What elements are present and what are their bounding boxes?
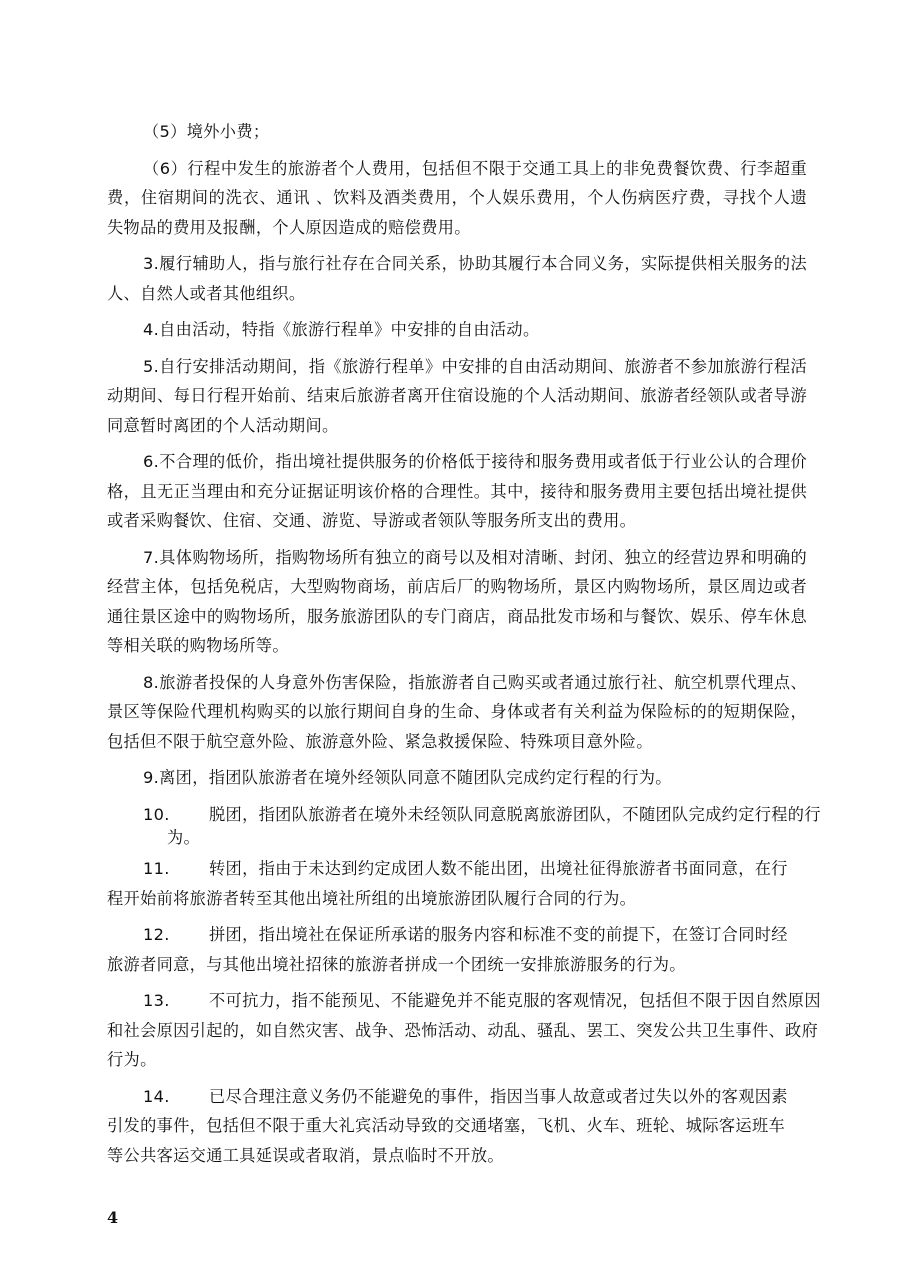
- paragraph-6-unreasonable-low-price: 6.不合理的低价，指出境社提供服务的价格低于接待和服务费用或者低于行业公认的合理价格，且无正当理由和充分证据证明该价格的合理性。其中，接待和服务费用主要包括出境社提供或者采购餐饮、住宿、交通、游览、导游或者领队等服务所支出的费用。: [107, 452, 807, 530]
- item-continuation: 等公共客运交通工具延误或者取消，景点临时不开放。: [107, 1145, 504, 1165]
- paragraph-6-personal-expenses: （6）行程中发生的旅游者个人费用，包括但不限于交通工具上的非免费餐饮费、行李超重费，住宿期间的洗衣、通讯 、饮料及酒类费用，个人娱乐费用，个人伤病医疗费，寻找个人遗失物品的费用及报酬，个人原因造成的赔偿费用。: [107, 158, 807, 237]
- item-10-deserting-group: [107, 800, 821, 848]
- item-text: 已尽合理注意义务仍不能避免的事件，指因当事人故意或者过失以外的客观因素: [209, 1086, 788, 1106]
- item-number: 10.: [143, 804, 170, 824]
- page-number: 4: [107, 1208, 119, 1227]
- item-number: 13.: [143, 991, 170, 1010]
- item-continuation: 为。: [167, 828, 201, 847]
- paragraph-5-self-arranged-period: 5.自行安排活动期间，指《旅游行程单》中安排的自由活动期间、旅游者不参加旅游行程活动期间、每日行程开始前、结束后旅游者离开住宿设施的个人活动期间、旅游者经领队或者导游同意暂时离团的个人活动期间。: [107, 356, 807, 435]
- item-text: 不可抗力，指不能预见、不能避免并不能克服的客观情况，包括但不限于因自然原因: [209, 991, 821, 1010]
- item-text: 脱团，指团队旅游者在境外未经领队同意脱离旅游团队，不随团队完成约定行程的行: [209, 804, 821, 824]
- paragraph-5-overseas-tips: （5）境外小费；: [143, 122, 270, 141]
- paragraph-7-shopping-venue: 7.具体购物场所，指购物场所有独立的商号以及相对清晰、封闭、独立的经营边界和明确的经营主体，包括免税店，大型购物商场，前店后厂的购物场所，景区内购物场所，景区周边或者通往景区途中的购物场所，服务旅游团队的专门商店，商品批发市场和与餐饮、娱乐、停车休息等相关联的购物场所等。: [107, 547, 807, 655]
- item-13-force-majeure: [107, 986, 821, 1075]
- document-body: [107, 117, 821, 1177]
- paragraph-8-accident-insurance: 8.旅游者投保的人身意外伤害保险，指旅游者自己购买或者通过旅行社、航空机票代理点、景区等保险代理机构购买的以旅行期间自身的生命、身体或者有关利益为保险标的的短期保险，包括但不限于航空意外险、旅游意外险、紧急救援保险、特殊项目意外险。: [107, 672, 807, 751]
- item-continuation: 行为。: [107, 1050, 157, 1069]
- item-text: 拼团，指出境社在保证所承诺的服务内容和标准不变的前提下，在签订合同时经: [209, 925, 788, 944]
- item-14-unavoidable-event: [107, 1082, 807, 1171]
- item-number: 12.: [143, 925, 170, 944]
- item-continuation: 程开始前将旅游者转至其他出境社所组的出境旅游团队履行合同的行为。: [107, 888, 637, 908]
- paragraph-4-free-activity: 4.自由活动，特指《旅游行程单》中安排的自由活动。: [143, 320, 540, 339]
- item-11-group-transfer: [107, 854, 807, 913]
- item-number: 14.: [143, 1086, 170, 1106]
- item-continuation: 和社会原因引起的，如自然灾害、战争、恐怖活动、动乱、骚乱、罢工、突发公共卫生事件、政府: [107, 1020, 819, 1040]
- paragraph-3-performance-assistant: 3.履行辅助人，指与旅行社存在合同关系，协助其履行本合同义务，实际提供相关服务的法人、自然人或者其他组织。: [107, 254, 807, 303]
- item-continuation: 引发的事件，包括但不限于重大礼宾活动导致的交通堵塞，飞机、火车、班轮、城际客运班车: [107, 1116, 786, 1135]
- item-continuation: 旅游者同意，与其他出境社招徕的旅游者拼成一个团统一安排旅游服务的行为。: [107, 954, 686, 974]
- item-number: 11.: [143, 859, 170, 878]
- item-text: 转团，指由于未达到约定成团人数不能出团，出境社征得旅游者书面同意，在行: [209, 859, 788, 878]
- item-12-group-merge: [107, 920, 807, 979]
- paragraph-9-leaving-group: 9.离团，指团队旅游者在境外经领队同意不随团队完成约定行程的行为。: [143, 768, 672, 787]
